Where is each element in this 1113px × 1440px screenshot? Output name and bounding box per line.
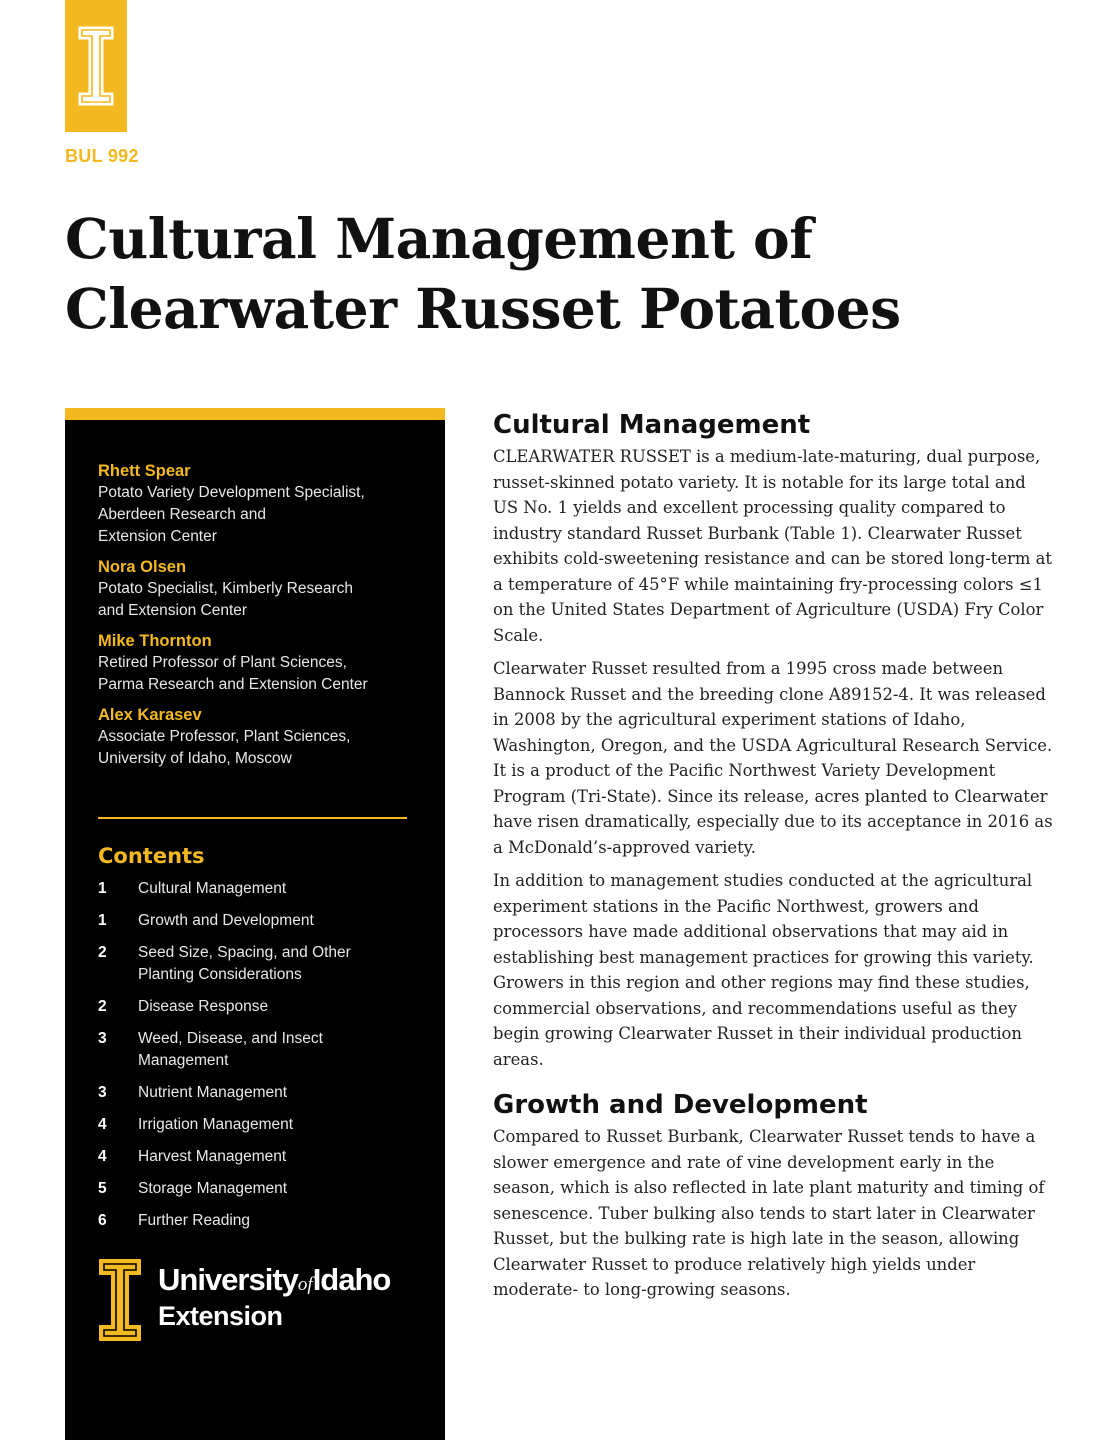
logo-wordmark [158,1264,390,1331]
author-entry [98,556,418,622]
toc-page-number: 2 [98,944,107,961]
toc-label [138,1082,287,1104]
toc-label [138,1028,323,1072]
toc-page-number: 3 [98,1030,107,1047]
author-name: Nora Olsen [98,558,187,576]
toc-item[interactable] [98,1146,418,1168]
toc-item[interactable] [98,878,418,900]
authors-list [98,460,418,778]
toc-page-number: 5 [98,1180,107,1197]
author-title-line: Parma Research and Extension Center [98,676,368,693]
toc-label-line: Seed Size, Spacing, and Other [138,944,351,961]
logo-extension-line: Extension [158,1301,283,1331]
toc-label-line: Further Reading [138,1212,251,1229]
toc-label-line: Disease Response [138,998,269,1015]
author-name: Mike Thornton [98,632,212,650]
author-entry [98,704,418,770]
toc-page-number: 3 [98,1084,107,1101]
toc-item[interactable] [98,1114,418,1136]
author-entry [98,630,418,696]
toc-item[interactable] [98,910,418,932]
author-title-line: and Extension Center [98,602,248,619]
toc-item[interactable] [98,1028,418,1072]
toc-label-line: Growth and Development [138,912,314,929]
main-content [493,406,1053,1311]
toc-label [138,996,268,1018]
title-line-2: Clearwater Russet Potatoes [65,276,901,341]
author-entry [98,460,418,548]
toc-label [138,910,314,932]
author-title-line: Potato Variety Development Specialist, [98,484,365,501]
top-logo-tab [65,0,127,132]
toc-page-number: 4 [98,1116,107,1133]
toc-item[interactable] [98,1178,418,1200]
toc-page-number: 1 [98,880,107,897]
author-title-line: Associate Professor, Plant Sciences, [98,728,351,745]
sidebar-divider [98,817,407,819]
section-heading: Cultural Management [493,410,811,440]
body-paragraph: In addition to management studies conducted at the agricultural experiment stations in the Pacific Northwest, growers and processors have made additional observations that may aid in establishing best management practices for growing this variety. Growers in this region and other regions may find these studies, commercial observations, and recommendations useful as they begin growing Clearwater Russet in their individual production areas. [493,871,1034,1069]
toc-item[interactable] [98,1210,418,1232]
university-of-idaho-extension-logo [98,1258,390,1342]
author-title-line: University of Idaho, Moscow [98,750,292,767]
toc-label [138,1146,286,1168]
toc-label-line: Cultural Management [138,880,287,897]
body-paragraph: Compared to Russet Burbank, Clearwater Russet tends to have a slower emergence and rate of vine development early in the season, which is also reflected in late plant maturity and timing of senescence. Tuber bulking also tends to start later in Clearwater Russet, but the bulking rate is high late in the season, allowing Clearwater Russet to produce relatively high yields under moderate- to long-growing seasons. [493,1127,1045,1299]
sidebar [65,420,445,1440]
toc-label-line: Management [138,1052,229,1069]
sidebar-accent-stripe [65,408,445,420]
toc-label-line: Storage Management [138,1180,288,1197]
toc-label-line: Planting Considerations [138,966,302,983]
toc-label-line: Nutrient Management [138,1084,288,1101]
toc-item[interactable] [98,942,418,986]
toc-label-line: Harvest Management [138,1148,287,1165]
toc-item[interactable] [98,1082,418,1104]
toc-page-number: 4 [98,1148,107,1165]
author-title-line: Aberdeen Research and [98,506,267,523]
author-name: Rhett Spear [98,462,191,480]
toc-label [138,878,286,900]
toc-page-number: 2 [98,998,107,1015]
author-name: Alex Karasev [98,706,202,724]
toc-label [138,1178,287,1200]
table-of-contents [98,878,418,1242]
toc-label [138,1210,250,1232]
university-i-icon [76,24,116,108]
toc-label [138,942,351,986]
toc-page-number: 1 [98,912,107,929]
author-title-line: Extension Center [98,528,217,545]
toc-label-line: Weed, Disease, and Insect [138,1030,323,1047]
body-paragraph: CLEARWATER RUSSET is a medium-late-maturing, dual purpose, russet-skinned potato variety. It is notable for its large total and US No. 1 yields and excellent processing quality compared to industry standard Russet Burbank (Table 1). Clearwater Russet exhibits cold-sweetening resistance and can be stored long-term at a temperature of 45°F while maintaining fry-processing colors ≤1 on the United States Department of Agriculture (USDA) Fry Color Scale. [493,447,1052,645]
logo-university-line: UniversityofIdaho [158,1262,391,1297]
university-i-icon [98,1258,142,1342]
toc-item[interactable] [98,996,418,1018]
page-title [65,204,1065,344]
author-title-line: Potato Specialist, Kimberly Research [98,580,354,597]
title-line-1: Cultural Management of [65,206,813,271]
body-paragraph: Clearwater Russet resulted from a 1995 cross made between Bannock Russet and the breeding clone A89152-4. It was released in 2008 by the agricultural experiment stations of Idaho, Washington, Oregon, and the USDA Agricultural Research Service. It is a product of the Pacific Northwest Variety Development Program (Tri-State). Since its release, acres planted to Clearwater have risen dramatically, especially due to its acceptance in 2016 as a McDonald’s-approved variety. [493,659,1053,857]
author-title-line: Retired Professor of Plant Sciences, [98,654,347,671]
toc-page-number: 6 [98,1212,107,1229]
contents-heading: Contents [98,844,205,868]
section-heading: Growth and Development [493,1090,868,1120]
toc-label [138,1114,293,1136]
bulletin-number: BUL 992 [65,146,139,166]
toc-label-line: Irrigation Management [138,1116,294,1133]
